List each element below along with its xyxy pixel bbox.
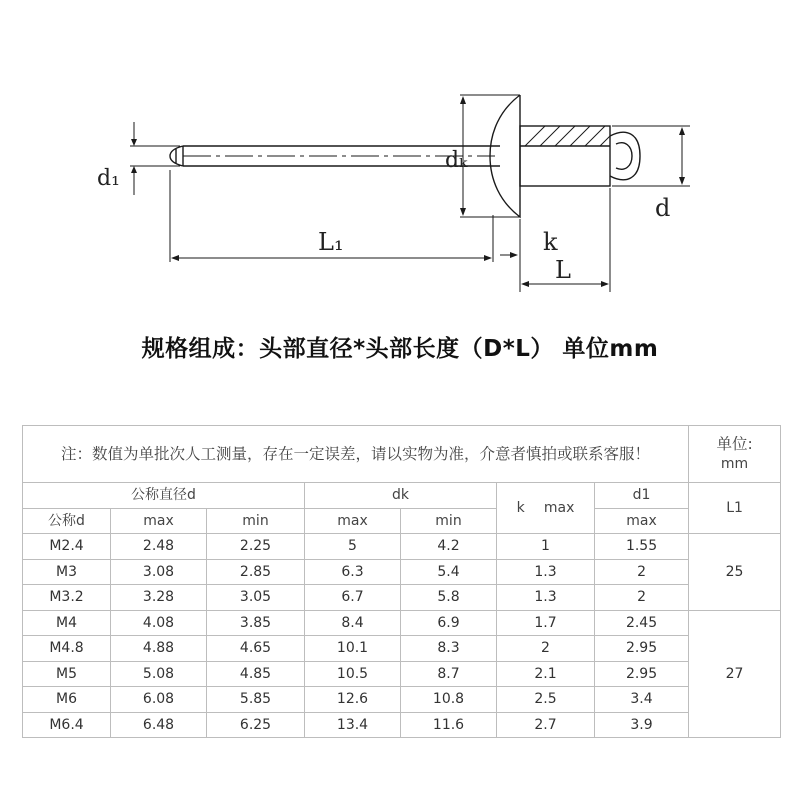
label-d: d <box>655 194 671 222</box>
label-L1: L₁ <box>318 228 344 256</box>
header-d-max: max <box>111 508 207 534</box>
cell-d-max: 4.88 <box>111 636 207 662</box>
cell-d1-max: 2.45 <box>595 610 689 636</box>
cell-d-min: 5.85 <box>207 687 305 713</box>
label-dk: dₖ <box>445 148 468 173</box>
header-L1: L1 <box>689 483 781 534</box>
spec-caption: 规格组成：头部直径*头部长度（D*L） 单位mm <box>141 336 659 362</box>
cell-k-max: 1.3 <box>497 559 595 585</box>
cell-dk-min: 8.7 <box>401 661 497 687</box>
cell-k-max: 1 <box>497 534 595 560</box>
cell-d-min: 3.85 <box>207 610 305 636</box>
cell-dk-max: 10.5 <box>305 661 401 687</box>
cell-k-max: 2 <box>497 636 595 662</box>
cell-size: M3 <box>23 559 111 585</box>
header-nominal: 公称d <box>23 508 111 534</box>
header-dk-max: max <box>305 508 401 534</box>
cell-dk-max: 5 <box>305 534 401 560</box>
cell-d-max: 5.08 <box>111 661 207 687</box>
cell-dk-min: 5.8 <box>401 585 497 611</box>
cell-d1-max: 1.55 <box>595 534 689 560</box>
cell-L1-group-1: 25 <box>689 534 781 611</box>
table-row <box>23 585 781 611</box>
cell-d1-max: 2 <box>595 559 689 585</box>
cell-dk-min: 5.4 <box>401 559 497 585</box>
cell-k-max: 2.7 <box>497 712 595 738</box>
header-d-min: min <box>207 508 305 534</box>
cell-size: M6.4 <box>23 712 111 738</box>
cell-k-max: 2.5 <box>497 687 595 713</box>
cell-dk-max: 6.7 <box>305 585 401 611</box>
cell-dk-max: 12.6 <box>305 687 401 713</box>
mandrel-tip <box>170 146 183 166</box>
cell-d1-max: 2 <box>595 585 689 611</box>
cell-d-max: 3.28 <box>111 585 207 611</box>
table-row <box>23 687 781 713</box>
cell-d-min: 4.65 <box>207 636 305 662</box>
table-row <box>23 534 781 560</box>
cell-dk-min: 8.3 <box>401 636 497 662</box>
cell-d-max: 6.48 <box>111 712 207 738</box>
cell-d-min: 3.05 <box>207 585 305 611</box>
cell-d-max: 4.08 <box>111 610 207 636</box>
cell-size: M4 <box>23 610 111 636</box>
header-nominal-diameter: 公称直径d <box>23 483 305 509</box>
table-row <box>23 636 781 662</box>
header-dk: dk <box>305 483 497 509</box>
header-k <box>497 483 595 534</box>
cell-L1-group-2: 27 <box>689 610 781 738</box>
cell-k-max: 1.3 <box>497 585 595 611</box>
spec-table <box>22 425 781 738</box>
mandrel-bulb <box>610 132 640 179</box>
cell-d-max: 2.48 <box>111 534 207 560</box>
cell-dk-max: 8.4 <box>305 610 401 636</box>
cell-d1-max: 2.95 <box>595 636 689 662</box>
unit-value: mm <box>720 456 749 472</box>
cell-d1-max: 3.9 <box>595 712 689 738</box>
header-d1-max: max <box>595 508 689 534</box>
table-row <box>23 661 781 687</box>
extension-lines <box>130 95 690 292</box>
cell-size: M3.2 <box>23 585 111 611</box>
cell-dk-min: 11.6 <box>401 712 497 738</box>
header-row-1 <box>23 483 781 509</box>
label-d1: d₁ <box>97 166 120 191</box>
cell-d-min: 2.85 <box>207 559 305 585</box>
cell-dk-min: 10.8 <box>401 687 497 713</box>
cell-d1-max: 2.95 <box>595 661 689 687</box>
cell-size: M4.8 <box>23 636 111 662</box>
table-row <box>23 559 781 585</box>
note-row <box>23 426 781 483</box>
table-row <box>23 610 781 636</box>
cell-d-min: 6.25 <box>207 712 305 738</box>
header-k-label: k <box>516 500 525 516</box>
cell-size: M2.4 <box>23 534 111 560</box>
note-cell: 注：数值为单批次人工测量，存在一定误差，请以实物为准，介意者慎拍或联系客服！ <box>23 426 689 483</box>
cell-d-max: 6.08 <box>111 687 207 713</box>
header-k-max: max <box>543 500 575 516</box>
header-dk-min: min <box>401 508 497 534</box>
cell-size: M5 <box>23 661 111 687</box>
rivet-dimension-diagram <box>0 0 800 310</box>
label-L: L <box>555 256 571 284</box>
table-row <box>23 712 781 738</box>
header-d1: d1 <box>595 483 689 509</box>
rivet-body-hatching <box>525 126 610 146</box>
cell-k-max: 1.7 <box>497 610 595 636</box>
cell-dk-min: 4.2 <box>401 534 497 560</box>
label-k: k <box>543 228 558 256</box>
cell-d1-max: 3.4 <box>595 687 689 713</box>
unit-cell <box>689 426 781 483</box>
cell-d-min: 2.25 <box>207 534 305 560</box>
cell-k-max: 2.1 <box>497 661 595 687</box>
cell-dk-min: 6.9 <box>401 610 497 636</box>
cell-d-max: 3.08 <box>111 559 207 585</box>
header-row-2 <box>23 508 781 534</box>
cell-dk-max: 6.3 <box>305 559 401 585</box>
unit-label: 单位: <box>716 435 753 453</box>
cell-d-min: 4.85 <box>207 661 305 687</box>
cell-dk-max: 10.1 <box>305 636 401 662</box>
cell-dk-max: 13.4 <box>305 712 401 738</box>
cell-size: M6 <box>23 687 111 713</box>
